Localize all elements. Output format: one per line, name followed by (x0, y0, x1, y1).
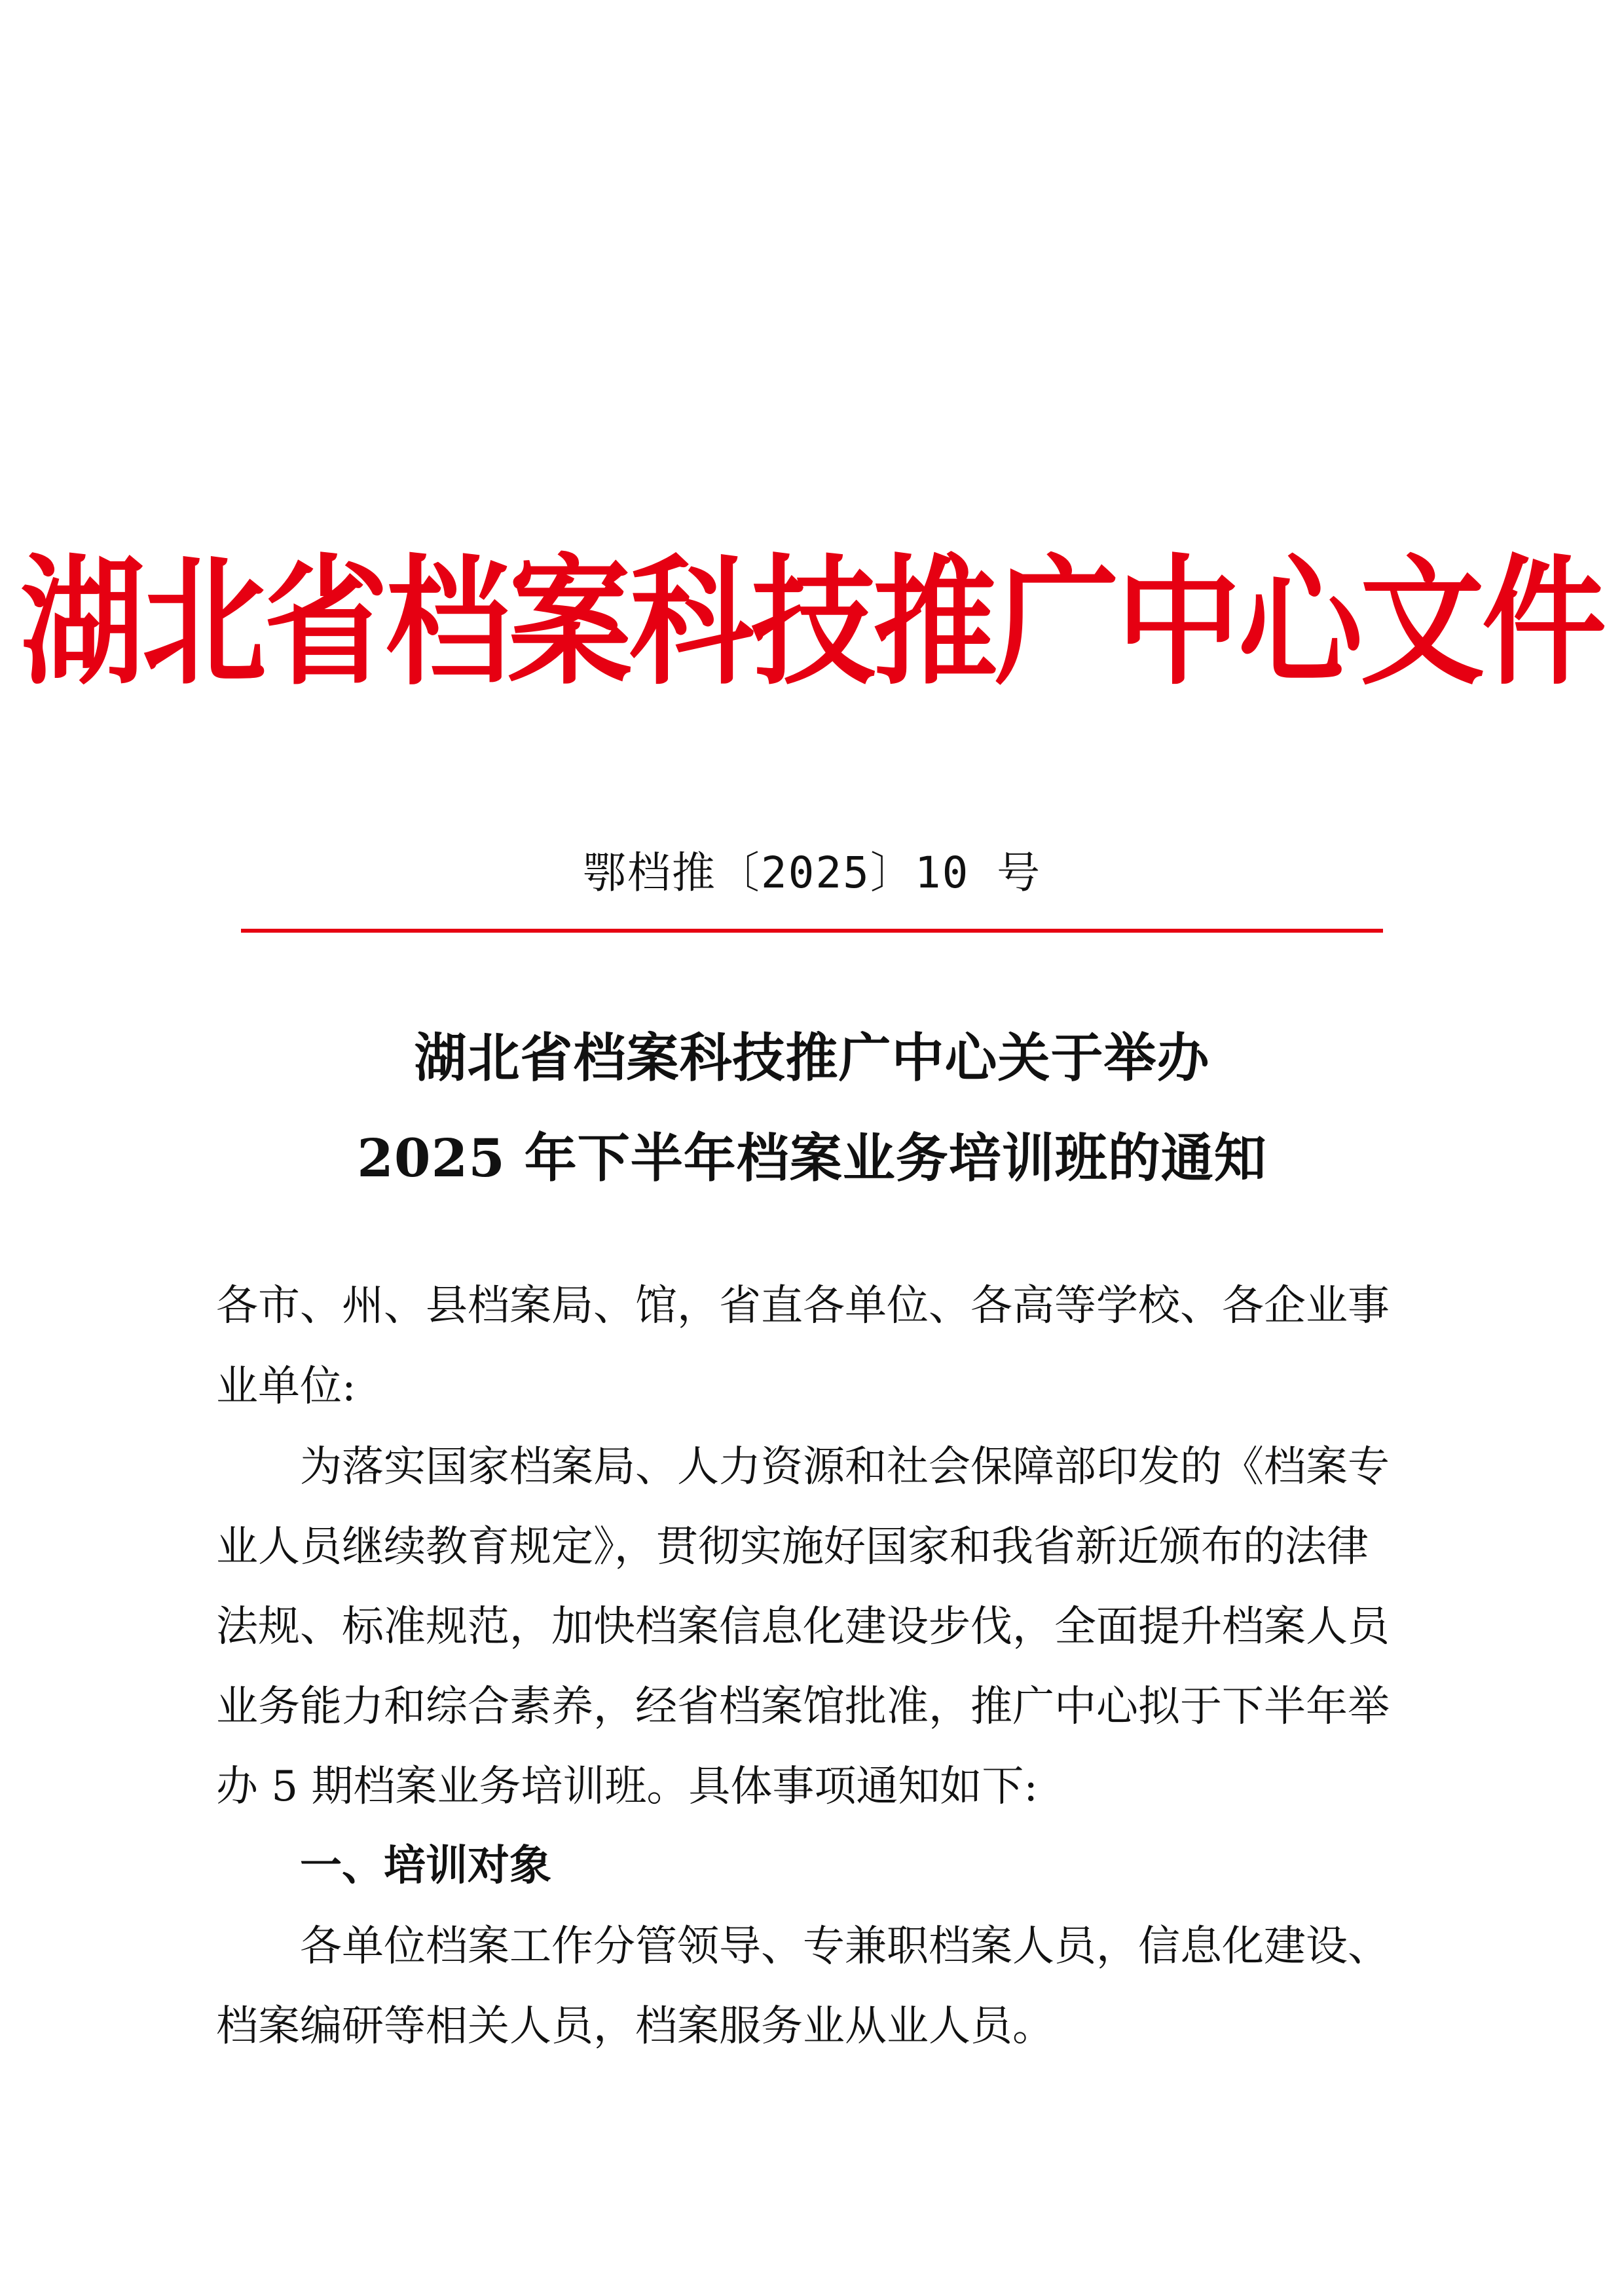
paragraph-line: 业人员继续教育规定》，贯彻实施好国家和我省新近颁布的法律 (216, 1523, 1369, 1571)
document-title-line-1: 湖北省档案科技推广中心关于举办 (414, 1027, 1210, 1089)
paragraph-line: 办 5 期档案业务培训班。具体事项通知如下: (216, 1763, 1038, 1811)
section-text-line: 档案编研等相关人员，档案服务业从业人员。 (216, 2002, 1054, 2051)
paragraph-line: 业务能力和综合素养，经省档案馆批准，推广中心拟于下半年举 (216, 1683, 1390, 1731)
issuer-title: 湖北省档案科技推广中心文件 (20, 542, 1604, 704)
red-divider-line (241, 929, 1383, 933)
section-text-line: 各单位档案工作分管领导、专兼职档案人员，信息化建设、 (300, 1922, 1390, 1971)
document-title-line-2: 2025 年下半年档案业务培训班的通知 (357, 1127, 1267, 1189)
document-number: 鄂档推〔2025〕10 号 (582, 848, 1042, 898)
paragraph-line: 为落实国家档案局、人力资源和社会保障部印发的《档案专 (300, 1443, 1390, 1491)
section-heading-training-targets: 一、培训对象 (300, 1842, 551, 1890)
recipients-line-1: 各市、州、县档案局、馆，省直各单位、各高等学校、各企业事 (216, 1282, 1390, 1330)
recipients-line-2: 业单位: (216, 1362, 356, 1411)
paragraph-line: 法规、标准规范，加快档案信息化建设步伐，全面提升档案人员 (216, 1603, 1390, 1651)
